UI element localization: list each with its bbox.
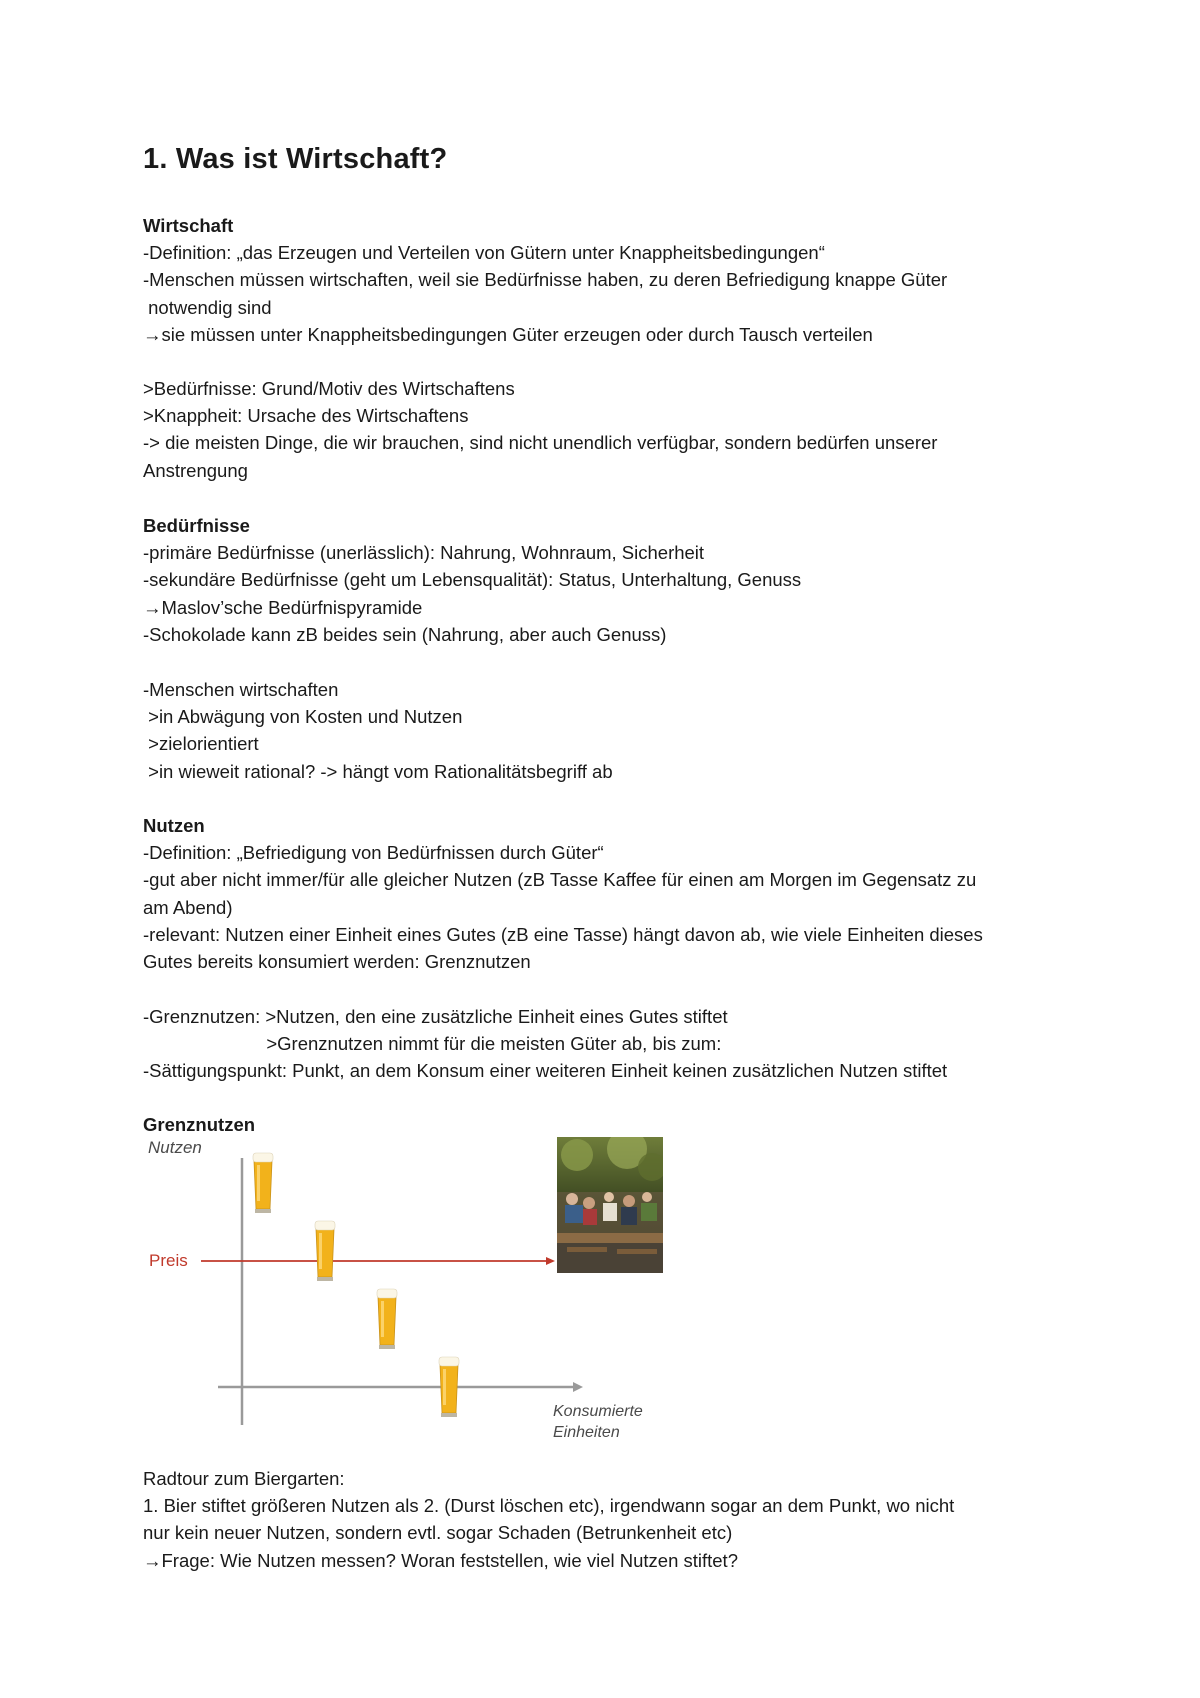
text-line: notwendig sind xyxy=(143,296,272,318)
text-line: →Maslov’sche Bedürfnispyramide xyxy=(143,596,423,618)
text-line: -Sättigungspunkt: Punkt, an dem Konsum einer weiteren Einheit keinen zusätzlichen Nutzen stiftet xyxy=(143,1060,948,1082)
text-line: >in wieweit rational? -> hängt vom Rationalitätsbegriff ab xyxy=(143,760,613,782)
price-line-arrow xyxy=(546,1257,555,1265)
text-line: 1. Bier stiftet größeren Nutzen als 2. (Durst löschen etc), irgendwann sogar an dem Punkt, wo nicht xyxy=(143,1495,955,1517)
section-heading: Nutzen xyxy=(143,815,205,836)
text-line: am Abend) xyxy=(143,896,233,918)
text-line: -Schokolade kann zB beides sein (Nahrung, aber auch Genuss) xyxy=(143,623,667,645)
section-radtour xyxy=(143,1465,954,1574)
section-motive xyxy=(143,375,937,484)
text-line: -Menschen wirtschaften xyxy=(143,679,339,700)
text-line: Radtour zum Biergarten: xyxy=(143,1468,345,1489)
section-nutzen xyxy=(143,812,983,975)
text-line: >in Abwägung von Kosten und Nutzen xyxy=(143,706,463,728)
page-title: 1. Was ist Wirtschaft? xyxy=(143,143,448,175)
text-line: -Menschen müssen wirtschaften, weil sie Bedürfnisse haben, zu deren Befriedigung knappe Güter xyxy=(143,269,948,291)
x-axis-label xyxy=(553,1403,647,1441)
section-beduerfnisse xyxy=(143,512,801,648)
y-axis-label: Nutzen xyxy=(148,1138,202,1157)
beer-glass-icon xyxy=(253,1153,273,1213)
section-wirtschaft xyxy=(143,212,947,348)
text-line: >zielorientiert xyxy=(143,733,259,755)
section-heading: Bedürfnisse xyxy=(143,515,250,536)
text-line: -primäre Bedürfnisse (unerlässlich): Nahrung, Wohnraum, Sicherheit xyxy=(143,542,705,564)
section-grenznutzen-definition xyxy=(143,1003,947,1085)
text-line: -> die meisten Dinge, die wir brauchen, sind nicht unendlich verfügbar, sondern bedürfen unserer xyxy=(143,432,938,454)
text-line: nur kein neuer Nutzen, sondern evtl. sogar Schaden (Betrunkenheit etc) xyxy=(143,1522,733,1544)
biergarten-photo xyxy=(557,1137,663,1273)
text-line: Anstrengung xyxy=(143,459,248,481)
section-heading: Wirtschaft xyxy=(143,215,234,236)
price-label: Preis xyxy=(149,1251,188,1270)
text-line: →Frage: Wie Nutzen messen? Woran feststellen, wie viel Nutzen stiftet? xyxy=(143,1549,738,1571)
text-line: Gutes bereits konsumiert werden: Grenznutzen xyxy=(143,951,531,973)
text-line: →sie müssen unter Knappheitsbedingungen Güter erzeugen oder durch Tausch verteilen xyxy=(143,323,873,345)
beer-glass-icon xyxy=(377,1289,397,1349)
beer-glass-icon xyxy=(439,1357,459,1417)
text-line: -sekundäre Bedürfnisse (geht um Lebensqualität): Status, Unterhaltung, Genuss xyxy=(143,569,802,591)
text-line: >Bedürfnisse: Grund/Motiv des Wirtschaftens xyxy=(143,378,515,399)
text-line: -gut aber nicht immer/für alle gleicher Nutzen (zB Tasse Kaffee für einen am Morgen im Gegensatz zu xyxy=(143,869,977,891)
data-points xyxy=(253,1153,459,1417)
section-menschen xyxy=(143,676,613,785)
text-line: >Grenznutzen nimmt für die meisten Güter ab, bis zum: xyxy=(143,1033,722,1055)
text-line: -relevant: Nutzen einer Einheit eines Gutes (zB eine Tasse) hängt davon ab, wie viele Einheiten dieses xyxy=(143,923,983,945)
text-line: -Grenznutzen: >Nutzen, den eine zusätzliche Einheit eines Gutes stiftet xyxy=(143,1006,728,1027)
text-line: -Definition: „Befriedigung von Bedürfnissen durch Güter“ xyxy=(143,842,604,864)
beer-glass-icon xyxy=(315,1221,335,1281)
text-line: >Knappheit: Ursache des Wirtschaftens xyxy=(143,405,469,427)
section-heading: Grenznutzen xyxy=(143,1114,256,1135)
x-axis-label-line-1: Konsumierte xyxy=(553,1403,643,1420)
x-axis-arrow xyxy=(573,1382,583,1392)
text-line: -Definition: „das Erzeugen und Verteilen von Gütern unter Knappheitsbedingungen“ xyxy=(143,242,825,264)
x-axis-label-line-2: Einheiten xyxy=(553,1424,620,1441)
